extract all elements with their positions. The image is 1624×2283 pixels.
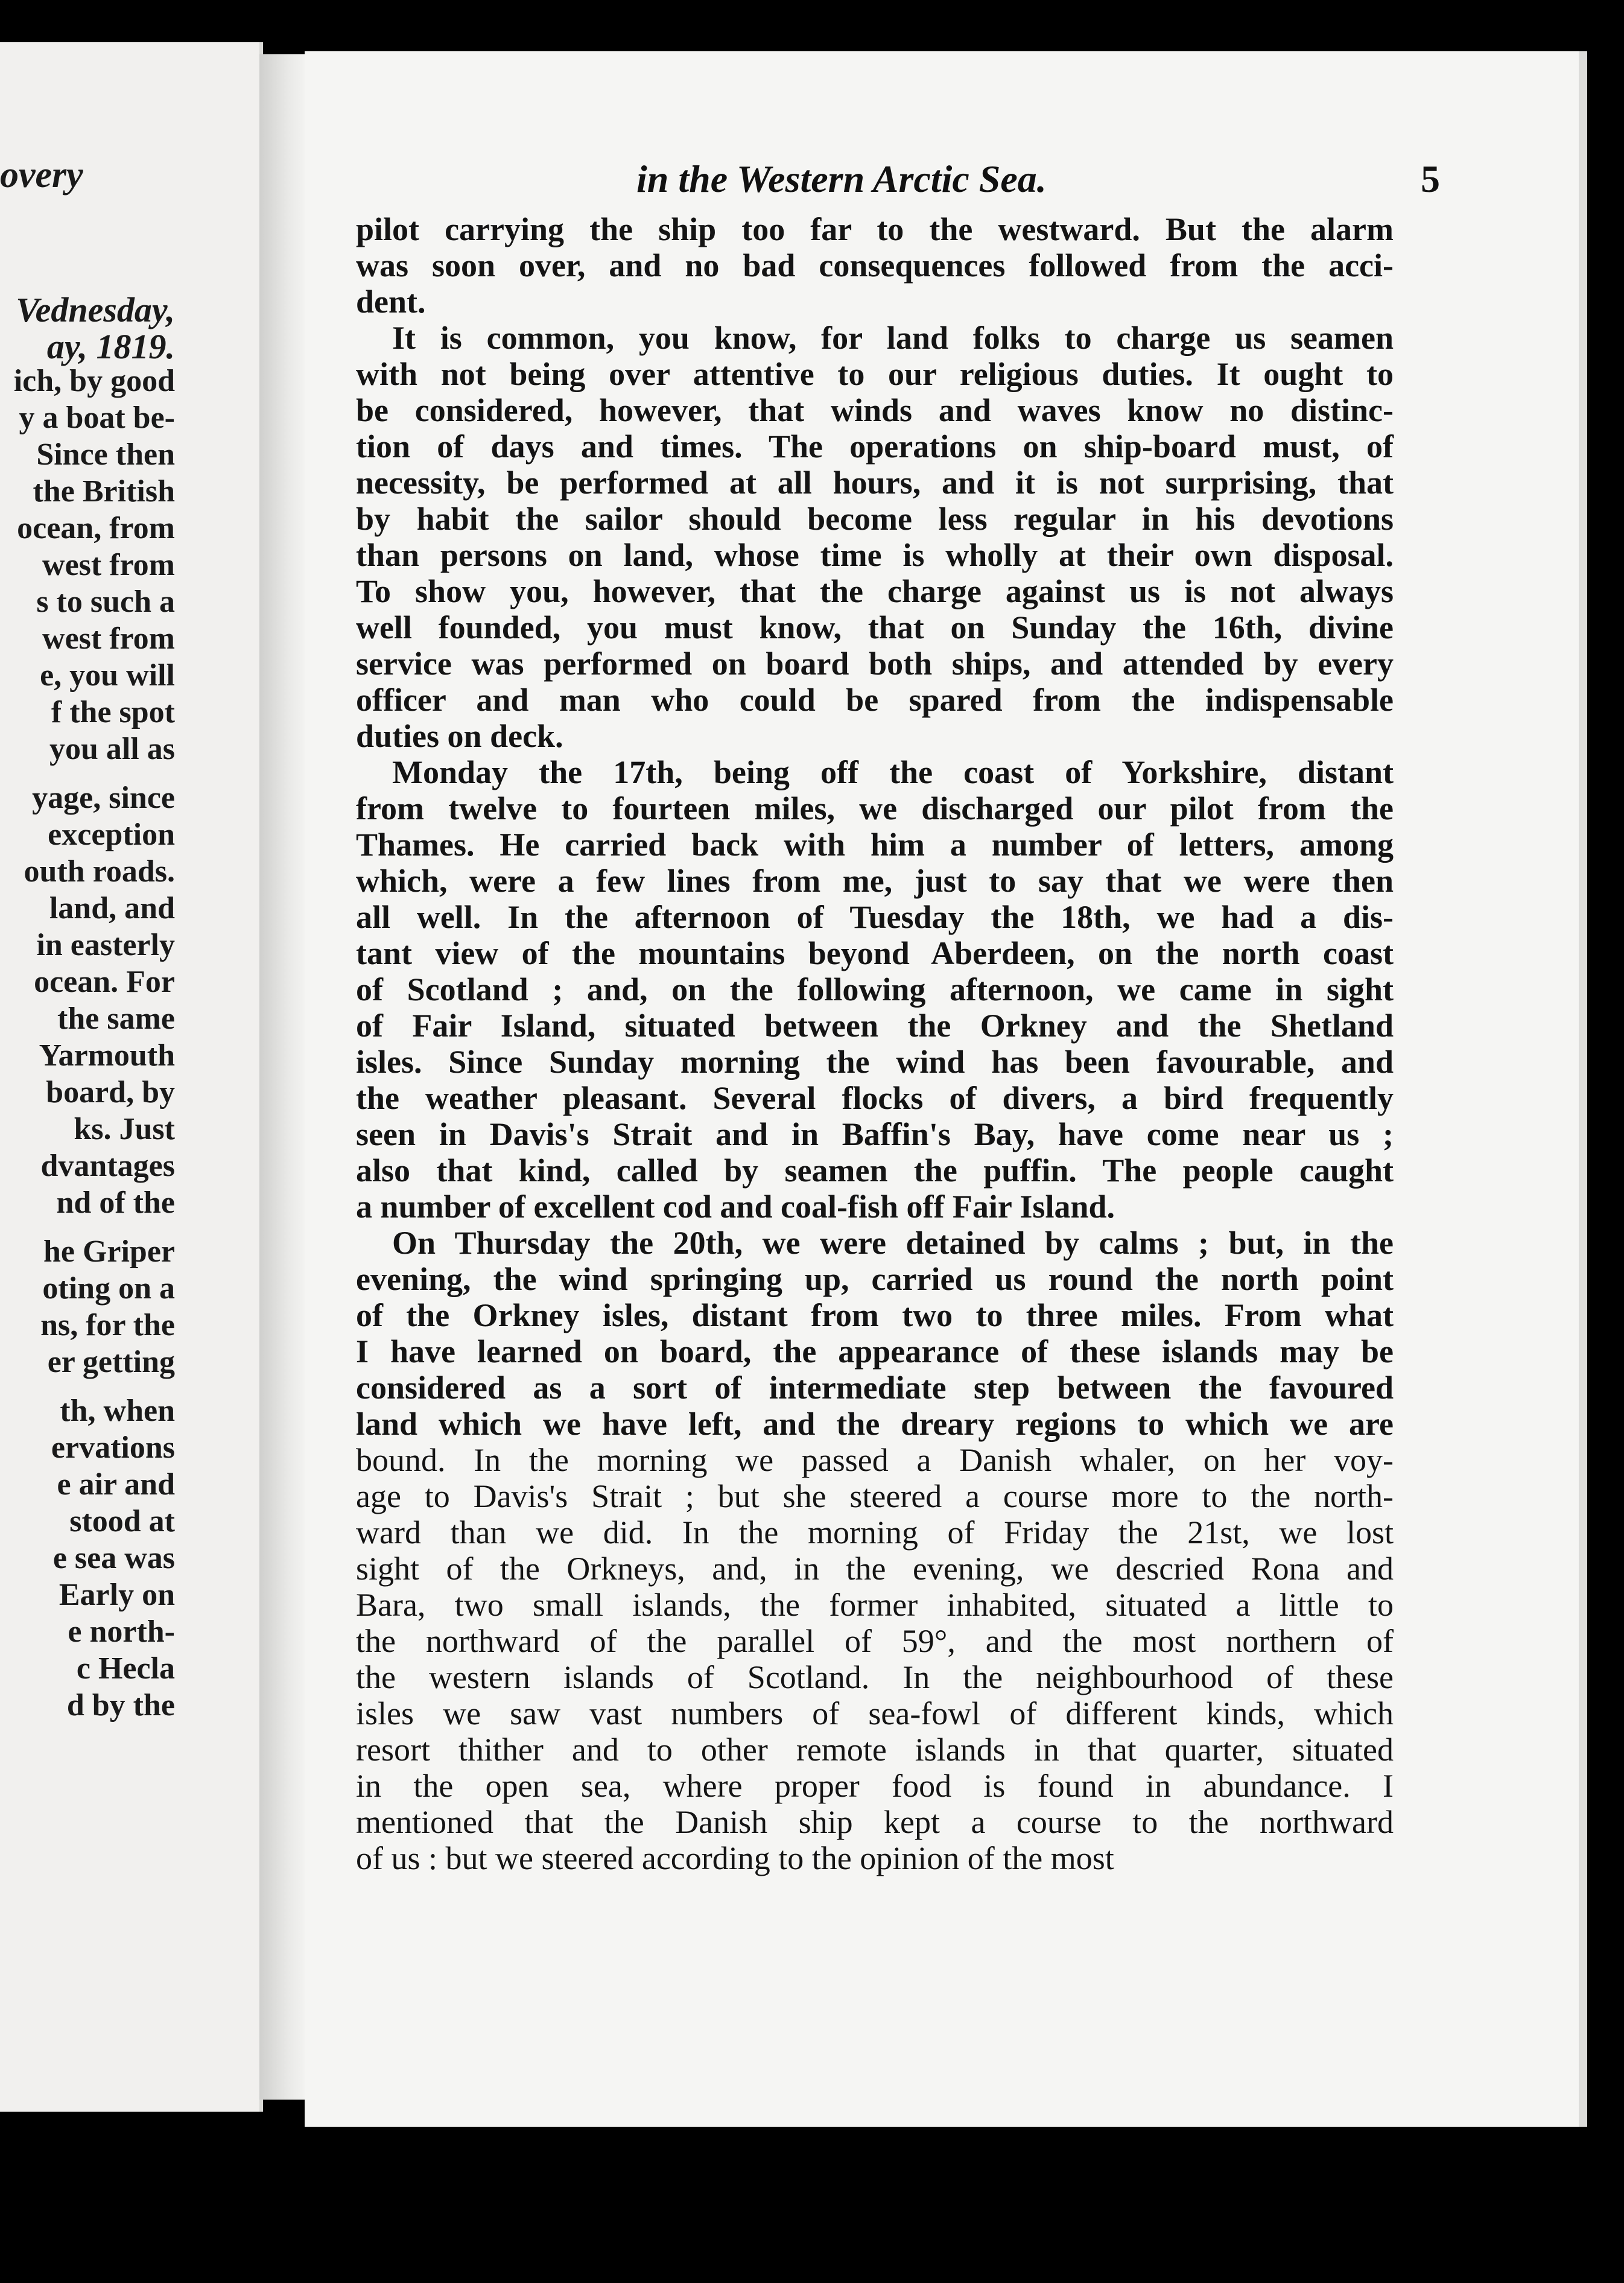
text-line: officer and man who could be spared from the indispensable	[356, 682, 1394, 718]
text-line: service was performed on board both ships, and attended by every	[356, 646, 1394, 682]
text-line: the weather pleasant. Several flocks of divers, a bird frequently	[356, 1080, 1394, 1116]
left-page-line: yage, since	[32, 781, 175, 815]
text-line: by habit the sailor should become less regular in his devotions	[356, 501, 1394, 537]
text-line: necessity, be performed at all hours, and it is not surprising, that	[356, 465, 1394, 501]
text-line: be considered, however, that winds and waves know no distinc-	[356, 392, 1394, 428]
left-page-line: Vednesday,	[16, 290, 175, 329]
left-page-line: ks. Just	[74, 1112, 175, 1146]
text-line: considered as a sort of intermediate step between the favoured	[356, 1370, 1394, 1406]
left-page-line: y a boat be-	[19, 401, 175, 435]
left-page-line: ervations	[51, 1430, 175, 1465]
left-page-line: land, and	[49, 891, 175, 926]
left-page-line: ich, by good	[13, 364, 175, 398]
left-page-fragment	[0, 42, 263, 2112]
left-page-line: the same	[57, 1002, 175, 1036]
text-line: all well. In the afternoon of Tuesday the 18th, we had a dis-	[356, 899, 1394, 935]
text-line: of the Orkney isles, distant from two to three miles. From what	[356, 1297, 1394, 1333]
text-line: a number of excellent cod and coal-fish off Fair Island.	[356, 1189, 1115, 1225]
text-line: pilot carrying the ship too far to the westward. But the alarm	[356, 211, 1394, 247]
text-line: resort thither and to other remote islands in that quarter, situated	[356, 1732, 1394, 1768]
text-line: from twelve to fourteen miles, we discharged our pilot from the	[356, 790, 1394, 827]
left-page-line: e sea was	[52, 1541, 175, 1575]
left-page-line: d by the	[66, 1688, 175, 1723]
left-page-line: west from	[42, 548, 175, 582]
text-line: the northward of the parallel of 59°, and the most northern of	[356, 1623, 1394, 1659]
left-page-line: stood at	[69, 1504, 175, 1538]
left-running-head: overy	[0, 154, 83, 195]
text-line: It is common, you know, for land folks to charge us seamen	[392, 320, 1394, 356]
text-line: Monday the 17th, being off the coast of Yorkshire, distant	[392, 754, 1394, 790]
text-line: which, were a few lines from me, just to say that we were then	[356, 863, 1394, 899]
left-page-line: s to such a	[36, 585, 175, 619]
text-line: the western islands of Scotland. In the neighbourhood of these	[356, 1659, 1394, 1695]
left-page-line: exception	[48, 818, 175, 852]
text-line: isles. Since Sunday morning the wind has been favourable, and	[356, 1044, 1394, 1080]
text-line: seen in Davis's Strait and in Baffin's Bay, have come near us ;	[356, 1116, 1394, 1152]
left-page-line: board, by	[46, 1075, 175, 1110]
left-page-line: dvantages	[40, 1149, 175, 1183]
text-line: mentioned that the Danish ship kept a course to the northward	[356, 1804, 1394, 1840]
text-line: well founded, you must know, that on Sunday the 16th, divine	[356, 609, 1394, 646]
page-number: 5	[1421, 157, 1440, 200]
text-line: in the open sea, where proper food is found in abundance. I	[356, 1768, 1394, 1804]
left-page-line: Since then	[36, 437, 175, 472]
left-page-line: west from	[42, 621, 175, 656]
book-gutter	[259, 54, 308, 2100]
left-page-line: f the spot	[51, 695, 175, 729]
left-page-line: the British	[33, 474, 175, 509]
text-line: land which we have left, and the dreary regions to which we are	[356, 1406, 1394, 1442]
text-line: sight of the Orkneys, and, in the evening, we descried Rona and	[356, 1551, 1394, 1587]
running-head	[305, 157, 1579, 205]
text-line: On Thursday the 20th, we were detained by calms ; but, in the	[392, 1225, 1394, 1261]
text-line: bound. In the morning we passed a Danish whaler, on her voy-	[356, 1442, 1394, 1478]
left-page-line: e air and	[57, 1467, 175, 1502]
left-page-line: ay, 1819.	[46, 327, 175, 366]
left-page-line: in easterly	[36, 928, 175, 962]
left-page-line: ns, for the	[40, 1308, 175, 1342]
running-head-title: in the Western Arctic Sea.	[636, 157, 1047, 200]
text-line: evening, the wind springing up, carried us round the north point	[356, 1261, 1394, 1297]
text-line: of Fair Island, situated between the Orkney and the Shetland	[356, 1008, 1394, 1044]
left-page-line: Early on	[59, 1578, 175, 1612]
left-page-line: Yarmouth	[39, 1038, 175, 1073]
left-page-line: nd of the	[56, 1186, 175, 1220]
text-line: than persons on land, whose time is wholly at their own disposal.	[356, 537, 1394, 573]
left-page-line: outh roads.	[24, 854, 175, 889]
text-line: Thames. He carried back with him a number of letters, among	[356, 827, 1394, 863]
text-line: also that kind, called by seamen the puffin. The people caught	[356, 1152, 1394, 1189]
left-page-line: you all as	[49, 732, 175, 766]
left-page-line: ocean, from	[17, 511, 175, 545]
text-line: dent.	[356, 284, 426, 320]
text-line: duties on deck.	[356, 718, 563, 754]
left-page-line: c Hecla	[76, 1651, 175, 1686]
text-line: with not being over attentive to our religious duties. It ought to	[356, 356, 1394, 392]
left-page-line: e, you will	[40, 658, 175, 693]
text-line: Bara, two small islands, the former inhabited, situated a little to	[356, 1587, 1394, 1623]
text-line: I have learned on board, the appearance of these islands may be	[356, 1333, 1394, 1370]
left-page-line: ocean. For	[34, 965, 175, 999]
book-page	[305, 51, 1587, 2127]
text-line: isles we saw vast numbers of sea-fowl of different kinds, which	[356, 1695, 1394, 1732]
text-line: of Scotland ; and, on the following afternoon, we came in sight	[356, 971, 1394, 1008]
text-line: tant view of the mountains beyond Aberdeen, on the north coast	[356, 935, 1394, 971]
left-page-line: e north-	[68, 1615, 175, 1649]
text-line: was soon over, and no bad consequences followed from the acci-	[356, 247, 1394, 284]
text-line: tion of days and times. The operations on ship-board must, of	[356, 428, 1394, 465]
left-page-line: oting on a	[42, 1271, 175, 1306]
text-line: of us : but we steered according to the opinion of the most	[356, 1840, 1114, 1876]
text-line: age to Davis's Strait ; but she steered a course more to the north-	[356, 1478, 1394, 1514]
left-page-line: er getting	[47, 1345, 175, 1379]
body-text	[356, 211, 1394, 1876]
text-line: To show you, however, that the charge against us is not always	[356, 573, 1394, 609]
left-page-line: he Griper	[43, 1234, 175, 1269]
text-line: ward than we did. In the morning of Friday the 21st, we lost	[356, 1514, 1394, 1551]
left-page-line: th, when	[60, 1394, 175, 1428]
